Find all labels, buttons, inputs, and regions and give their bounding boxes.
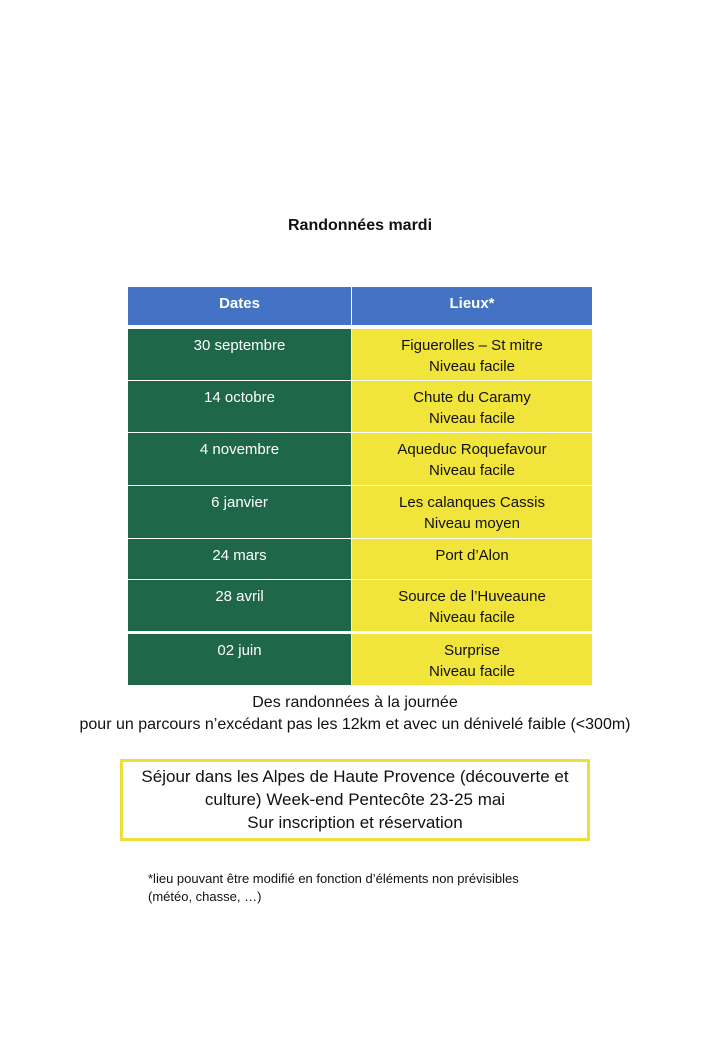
place-cell — [352, 433, 592, 485]
table-row — [128, 539, 592, 580]
table-row — [128, 580, 592, 634]
sejour-box — [120, 759, 590, 841]
sejour-line: Séjour dans les Alpes de Haute Provence (découverte et — [141, 767, 569, 786]
difficulty-level: Niveau moyen — [424, 515, 520, 532]
table-header — [128, 287, 592, 329]
footnote — [148, 870, 519, 906]
date-cell: 02 juin — [128, 634, 352, 685]
table-row — [128, 486, 592, 539]
table-row — [128, 634, 592, 686]
table-row — [128, 381, 592, 433]
description-line: pour un parcours n’excédant pas les 12km et avec un dénivelé faible (<300m) — [79, 716, 631, 733]
date-cell: 24 mars — [128, 539, 352, 579]
page-title: Randonnées mardi — [287, 217, 433, 234]
description — [0, 692, 710, 736]
place-name: Figuerolles – St mitre — [401, 337, 543, 354]
place-name: Les calanques Cassis — [399, 494, 545, 511]
difficulty-level: Niveau facile — [429, 462, 515, 479]
description-line: Des randonnées à la journée — [252, 694, 458, 711]
place-cell — [352, 634, 592, 685]
footnote-line: *lieu pouvant être modifié en fonction d’éléments non prévisibles — [148, 871, 519, 886]
difficulty-level: Niveau facile — [429, 609, 515, 626]
table-row — [128, 329, 592, 381]
place-cell — [352, 329, 592, 380]
place-name: Aqueduc Roquefavour — [397, 441, 547, 458]
difficulty-level: Niveau facile — [429, 410, 515, 427]
sejour-line: Sur inscription et réservation — [247, 813, 463, 832]
date-cell: 30 septembre — [128, 329, 352, 380]
place-name: Chute du Caramy — [413, 389, 531, 406]
schedule-table — [128, 287, 592, 686]
difficulty-level: Niveau facile — [429, 663, 515, 680]
place-name: Port d’Alon — [435, 547, 509, 564]
header-dates: Dates — [128, 287, 352, 325]
date-cell: 14 octobre — [128, 381, 352, 432]
place-cell — [352, 381, 592, 432]
date-cell: 4 novembre — [128, 433, 352, 485]
sejour-line: culture) Week-end Pentecôte 23-25 mai — [204, 790, 506, 809]
date-cell: 6 janvier — [128, 486, 352, 538]
footnote-line: (météo, chasse, …) — [148, 889, 262, 904]
place-cell — [352, 580, 592, 631]
place-name: Source de l’Huveaune — [398, 588, 546, 605]
place-cell — [352, 486, 592, 538]
table-row — [128, 433, 592, 486]
place-cell — [352, 539, 592, 579]
header-lieux: Lieux* — [352, 287, 592, 325]
date-cell: 28 avril — [128, 580, 352, 631]
difficulty-level: Niveau facile — [429, 358, 515, 375]
place-name: Surprise — [444, 642, 500, 659]
